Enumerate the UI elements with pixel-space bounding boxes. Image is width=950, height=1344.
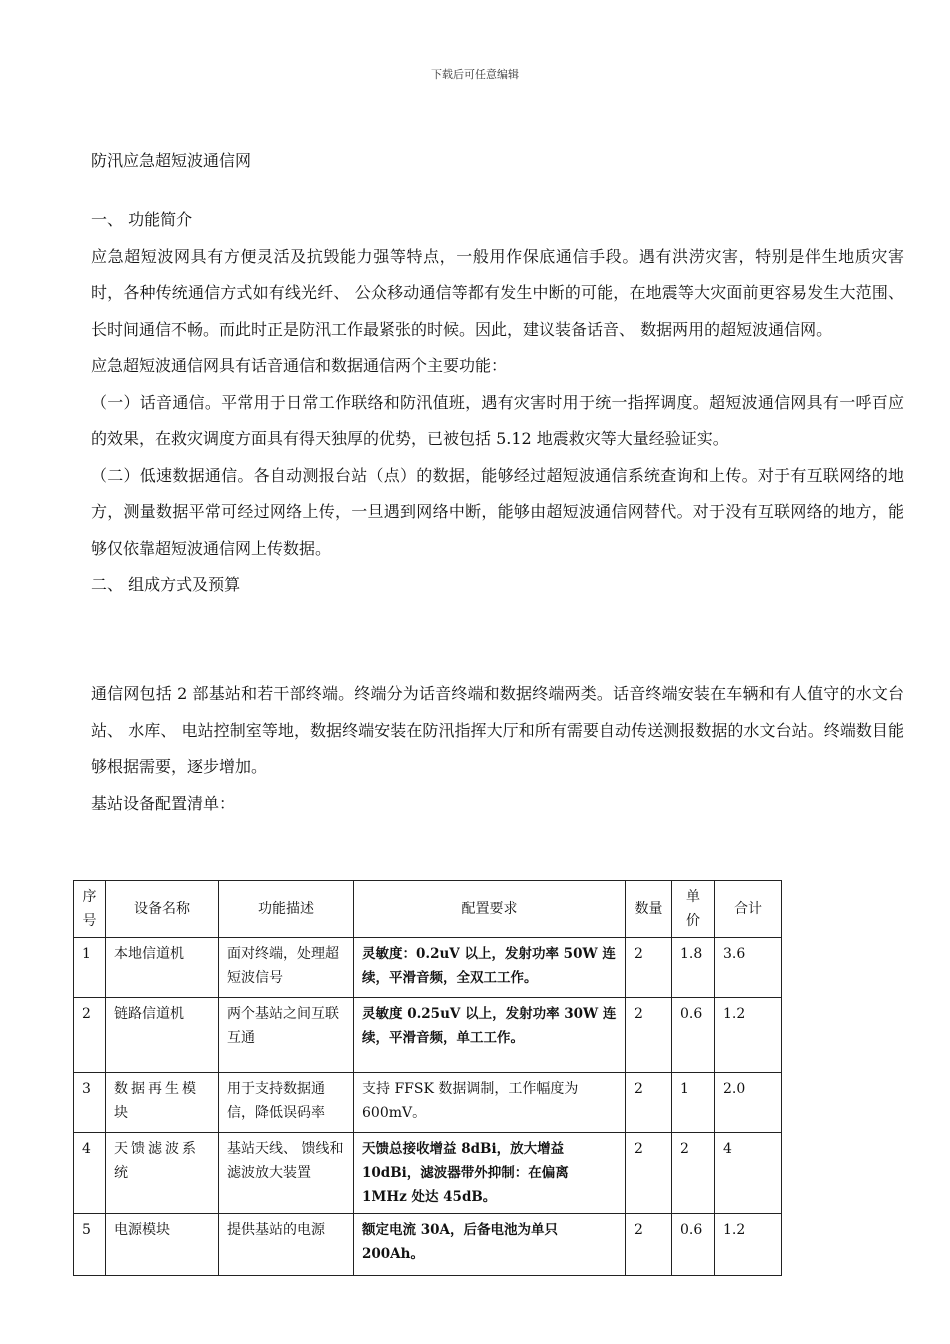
- equipment-table: [73, 880, 782, 1276]
- paragraph: 应急超短波通信网具有话音通信和数据通信两个主要功能：: [91, 356, 508, 375]
- cell-qty: 2: [626, 938, 672, 998]
- col-header-price: 单价: [672, 881, 715, 938]
- cell-desc: 用于支持数据通信，降低误码率: [219, 1073, 354, 1133]
- paragraph: （二）低速数据通信。各自动测报台站（点）的数据，能够经过超短波通信系统查询和上传。对于有互联网络的地方，测量数据平常可经过网络上传，一旦遇到网络中断，能够由超短波通信网替代。对于没有互联网络的地方，能够仅依靠超短波通信网上传数据。: [91, 465, 904, 558]
- cell-name: 链路信道机: [106, 998, 219, 1073]
- cell-qty: 2: [626, 1214, 672, 1276]
- cell-req: 支持 FFSK 数据调制，工作幅度为 600mV。: [354, 1073, 626, 1133]
- col-header-desc: 功能描述: [219, 881, 354, 938]
- section-intro: [91, 202, 904, 604]
- table-caption: 基站设备配置清单：: [91, 793, 236, 813]
- cell-desc: 提供基站的电源: [219, 1214, 354, 1276]
- table-row: [74, 938, 782, 998]
- cell-price: 1: [672, 1073, 715, 1133]
- col-header-qty: 数量: [626, 881, 672, 938]
- cell-price: 2: [672, 1133, 715, 1214]
- col-header-no: 序号: [74, 881, 106, 938]
- table-header-row: [74, 881, 782, 938]
- section-composition: [91, 676, 904, 822]
- cell-desc: 两个基站之间互联互通: [219, 998, 354, 1073]
- col-header-req: 配置要求: [354, 881, 626, 938]
- cell-qty: 2: [626, 1073, 672, 1133]
- section-heading: 二、 组成方式及预算: [91, 575, 241, 594]
- cell-total: 4: [715, 1133, 782, 1214]
- section-heading: 一、 功能简介: [91, 210, 193, 229]
- cell-req: 额定电流 30A，后备电池为单只 200Ah。: [354, 1214, 626, 1276]
- cell-price: 1.8: [672, 938, 715, 998]
- paragraph: 通信网包括 2 部基站和若干部终端。终端分为话音终端和数据终端两类。话音终端安装在车辆和有人值守的水文台站、 水库、 电站控制室等地，数据终端安装在防汛指挥大厅和所有需要自动传送测报数据的水文台站。终端数目能够根据需要，逐步增加。: [91, 684, 904, 776]
- cell-price: 0.6: [672, 1214, 715, 1276]
- cell-no: 2: [74, 998, 106, 1073]
- cell-total: 3.6: [715, 938, 782, 998]
- cell-no: 3: [74, 1073, 106, 1133]
- cell-name: 本地信道机: [106, 938, 219, 998]
- page-header: 下载后可任意编辑: [431, 68, 519, 81]
- cell-name: 天馈滤波系统: [106, 1133, 219, 1214]
- table-row: [74, 998, 782, 1073]
- col-header-name: 设备名称: [106, 881, 219, 938]
- cell-total: 1.2: [715, 1214, 782, 1276]
- cell-total: 2.0: [715, 1073, 782, 1133]
- cell-total: 1.2: [715, 998, 782, 1073]
- cell-no: 1: [74, 938, 106, 998]
- document-title: 防汛应急超短波通信网: [91, 151, 252, 170]
- cell-req: 天馈总接收增益 8dBi，放大增益 10dBi，滤波器带外抑制：在偏离 1MHz 处达 45dB。: [354, 1133, 626, 1214]
- table-row: [74, 1214, 782, 1276]
- cell-price: 0.6: [672, 998, 715, 1073]
- cell-desc: 面对终端，处理超短波信号: [219, 938, 354, 998]
- cell-req: 灵敏度 0.25uV 以上，发射功率 30W 连续，平滑音频，单工工作。: [354, 998, 626, 1073]
- table-row: [74, 1133, 782, 1214]
- cell-no: 5: [74, 1214, 106, 1276]
- cell-name: 电源模块: [106, 1214, 219, 1276]
- cell-qty: 2: [626, 1133, 672, 1214]
- paragraph: （一）话音通信。平常用于日常工作联络和防汛值班，遇有灾害时用于统一指挥调度。超短波通信网具有一呼百应的效果，在救灾调度方面具有得天独厚的优势，已被包括 5.12 地震救灾等大量经验证实。: [91, 392, 904, 448]
- cell-req: 灵敏度：0.2uV 以上，发射功率 50W 连续，平滑音频，全双工工作。: [354, 938, 626, 998]
- cell-desc: 基站天线、 馈线和滤波放大装置: [219, 1133, 354, 1214]
- col-header-total: 合计: [715, 881, 782, 938]
- table-row: [74, 1073, 782, 1133]
- cell-no: 4: [74, 1133, 106, 1214]
- paragraph: 应急超短波网具有方便灵活及抗毁能力强等特点，一般用作保底通信手段。遇有洪涝灾害，特别是伴生地质灾害时，各种传统通信方式如有线光纤、 公众移动通信等都有发生中断的可能，在地震等大灾面前更容易发生大范围、 长时间通信不畅。而此时正是防汛工作最紧张的时候。因此，建议装备话音、 数据两用的超短波通信网。: [91, 246, 904, 339]
- cell-name: 数据再生模块: [106, 1073, 219, 1133]
- cell-qty: 2: [626, 998, 672, 1073]
